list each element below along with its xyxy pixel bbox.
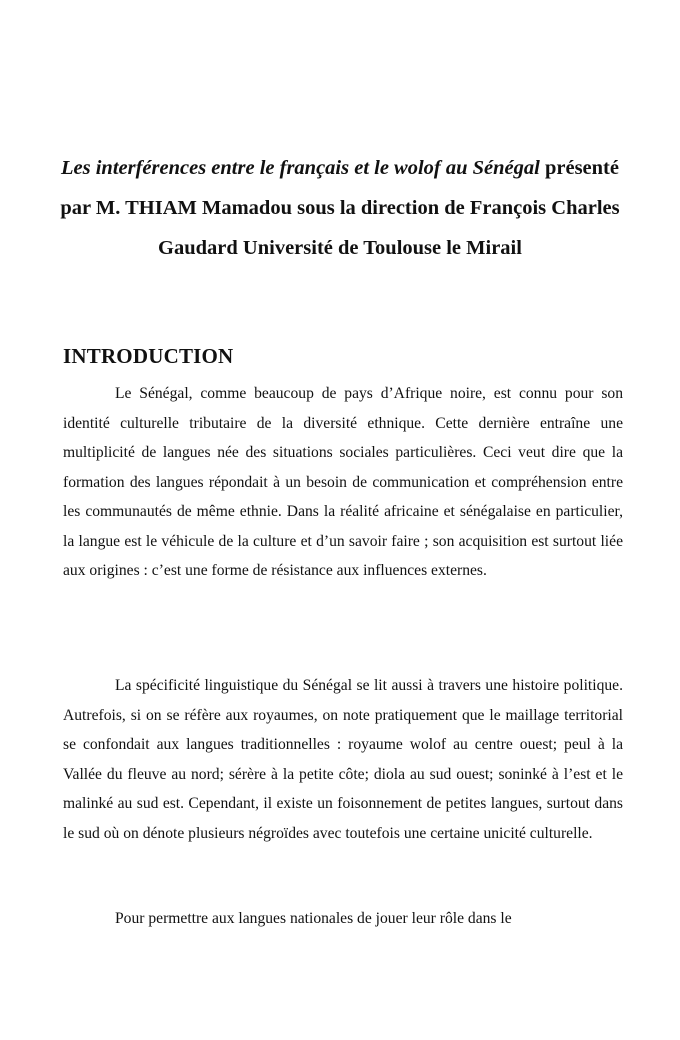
document-title bbox=[60, 148, 620, 268]
paragraph-1: Le Sénégal, comme beaucoup de pays d’Afrique noire, est connu pour son identité culturelle tributaire de la diversité ethnique. Cette dernière entraîne une multiplicité de langues née des situations sociales particulières. Ceci veut dire que la formation des langues répondait à un besoin de communication et compréhension entre les communautés de même ethnie. Dans la réalité africaine et sénégalaise en particulier, la langue est le véhicule de la culture et d’un savoir faire ; son acquisition est surtout liée aux origines : c’est une forme de résistance aux influences externes. bbox=[63, 385, 623, 579]
title-rest: présenté par M. THIAM Mamadou sous la direction de François Charles Gaudard Université de Toulouse le Mirail bbox=[60, 157, 620, 259]
paragraph-2: La spécificité linguistique du Sénégal se lit aussi à travers une histoire politique. Autrefois, si on se réfère aux royaumes, on note pratiquement que le maillage territorial se confondait aux langues traditionnelles : royaume wolof au centre ouest; peul à la Vallée du fleuve au nord; sérère à la petite côte; diola au sud ouest; soninké à l’est et le malinké au sud est. Cependant, il existe un foisonnement de petites langues, surtout dans le sud où on dénote plusieurs négroïdes avec toutefois une certaine unicité culturelle. bbox=[63, 677, 623, 842]
paragraph-3: Pour permettre aux langues nationales de jouer leur rôle dans le bbox=[115, 910, 512, 927]
section-heading-introduction: INTRODUCTION bbox=[63, 344, 234, 368]
title-italic-part: Les interférences entre le français et le wolof au Sénégal bbox=[61, 157, 540, 179]
